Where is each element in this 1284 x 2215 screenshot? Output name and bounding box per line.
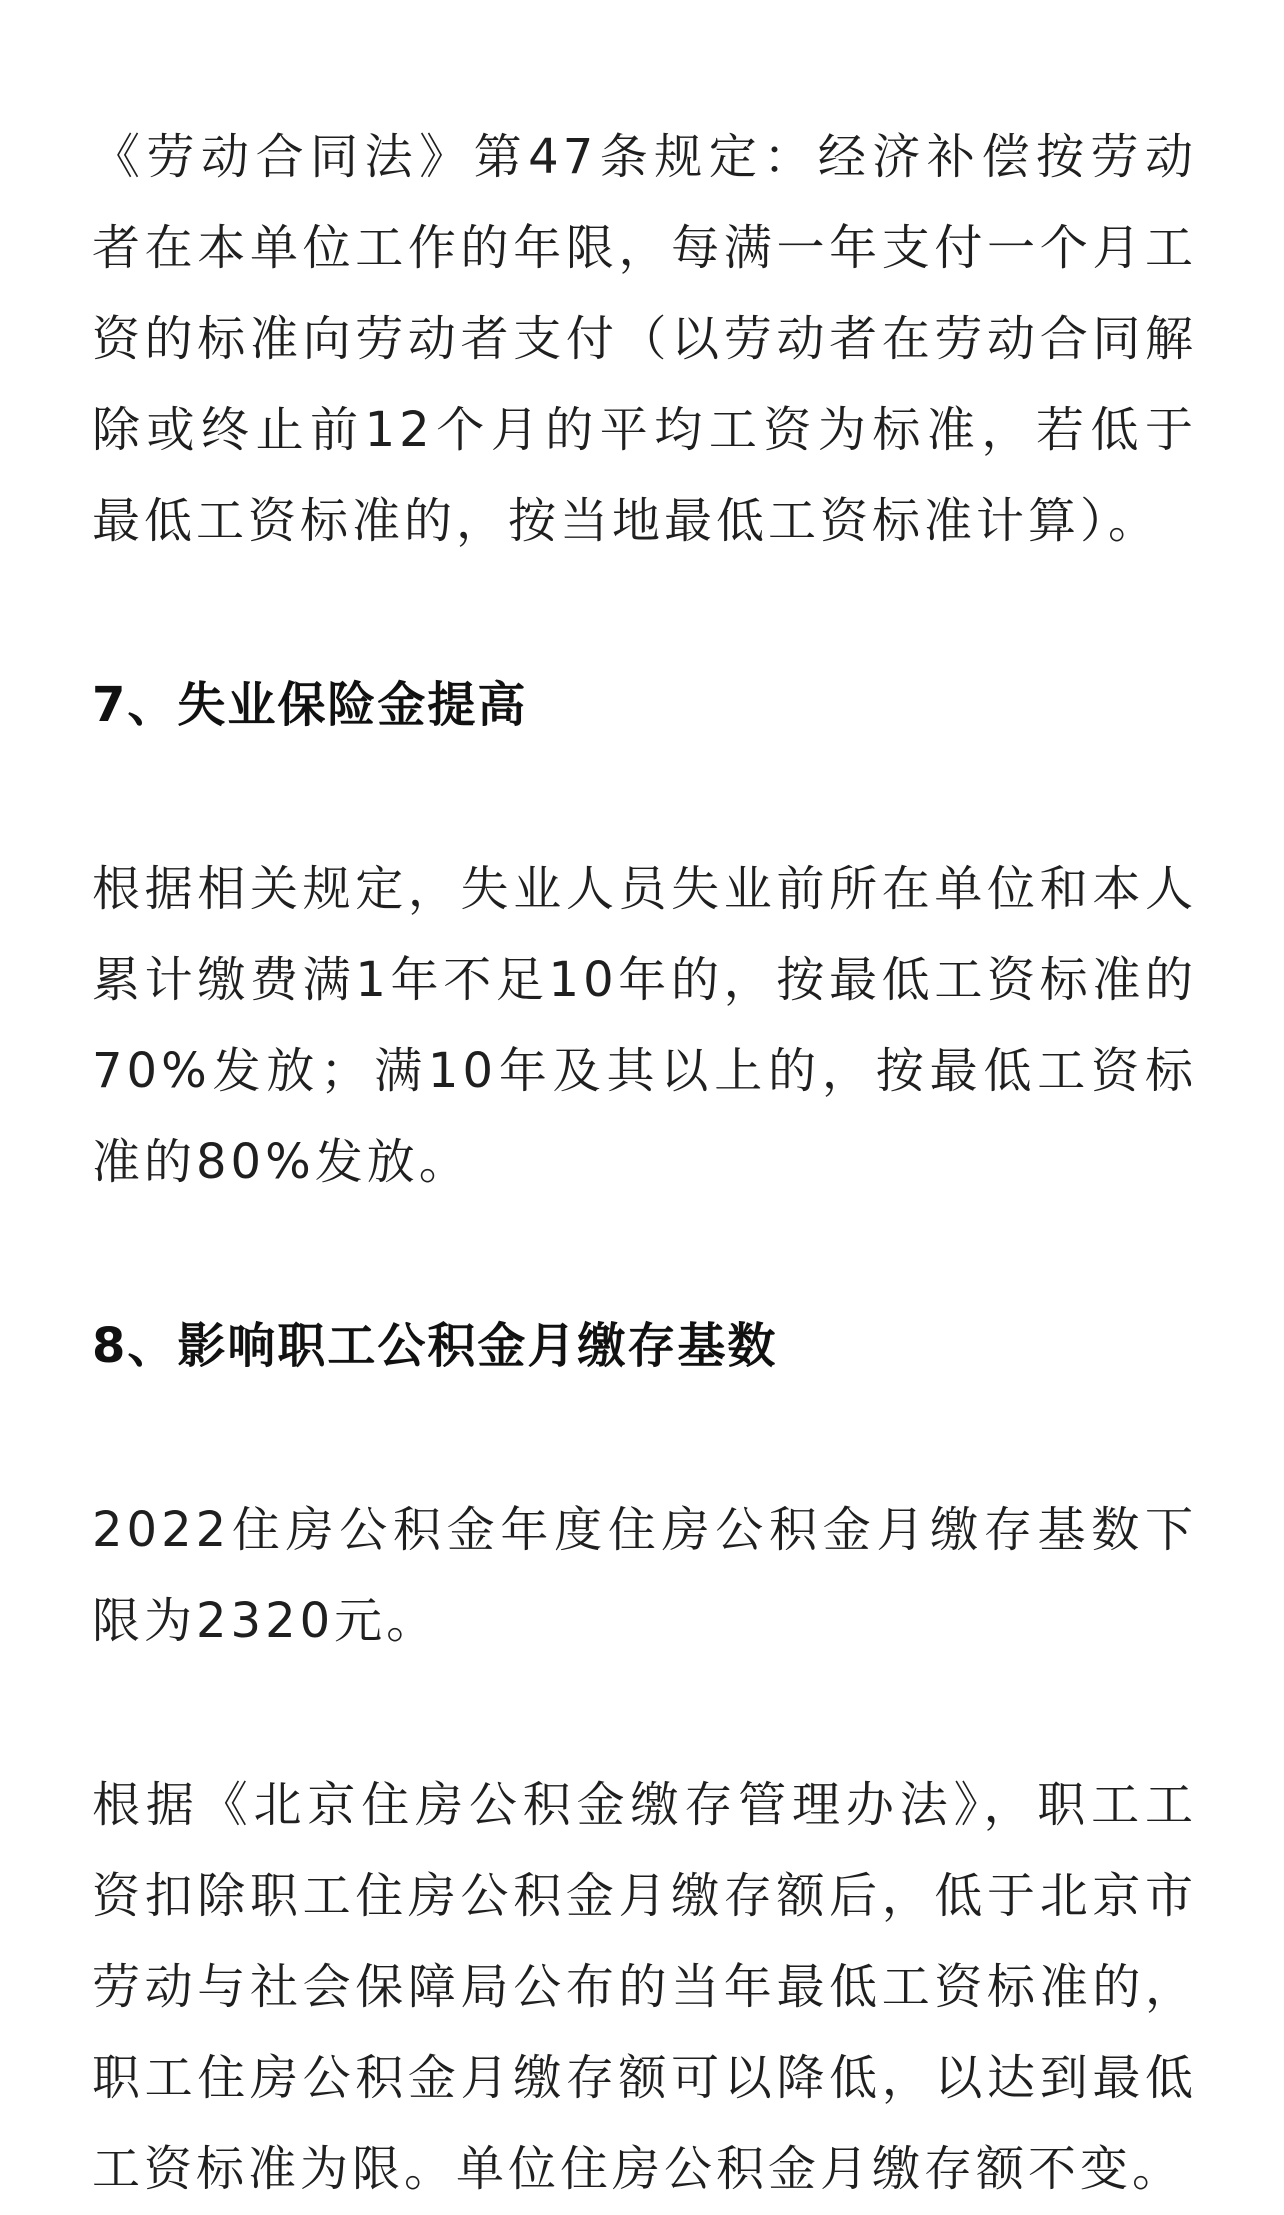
article-body xyxy=(92,112,1197,2215)
paragraph-housing-fund-regulation: 根据《北京住房公积金缴存管理办法》，职工工资扣除职工住房公积金月缴存额后，低于北京市劳动与社会保障局公布的当年最低工资标准的，职工住房公积金月缴存额可以降低，以达到最低工资标准为限。单位住房公积金月缴存额不变。 xyxy=(92,1777,1197,2197)
paragraph-housing-fund-minimum: 2022住房公积金年度住房公积金月缴存基数下限为2320元。 xyxy=(92,1502,1197,1649)
paragraph-unemployment-benefit: 根据相关规定，失业人员失业前所在单位和本人累计缴费满1年不足10年的，按最低工资标准的70%发放；满10年及其以上的，按最低工资标准的80%发放。 xyxy=(92,861,1197,1190)
heading-housing-fund-base: 8、影响职工公积金月缴存基数 xyxy=(92,1318,778,1374)
heading-unemployment-insurance: 7、失业保险金提高 xyxy=(92,677,528,733)
paragraph-compensation-rule: 《劳动合同法》第47条规定：经济补偿按劳动者在本单位工作的年限，每满一年支付一个月工资的标准向劳动者支付（以劳动者在劳动合同解除或终止前12个月的平均工资为标准，若低于最低工资标准的，按当地最低工资标准计算）。 xyxy=(92,129,1197,549)
